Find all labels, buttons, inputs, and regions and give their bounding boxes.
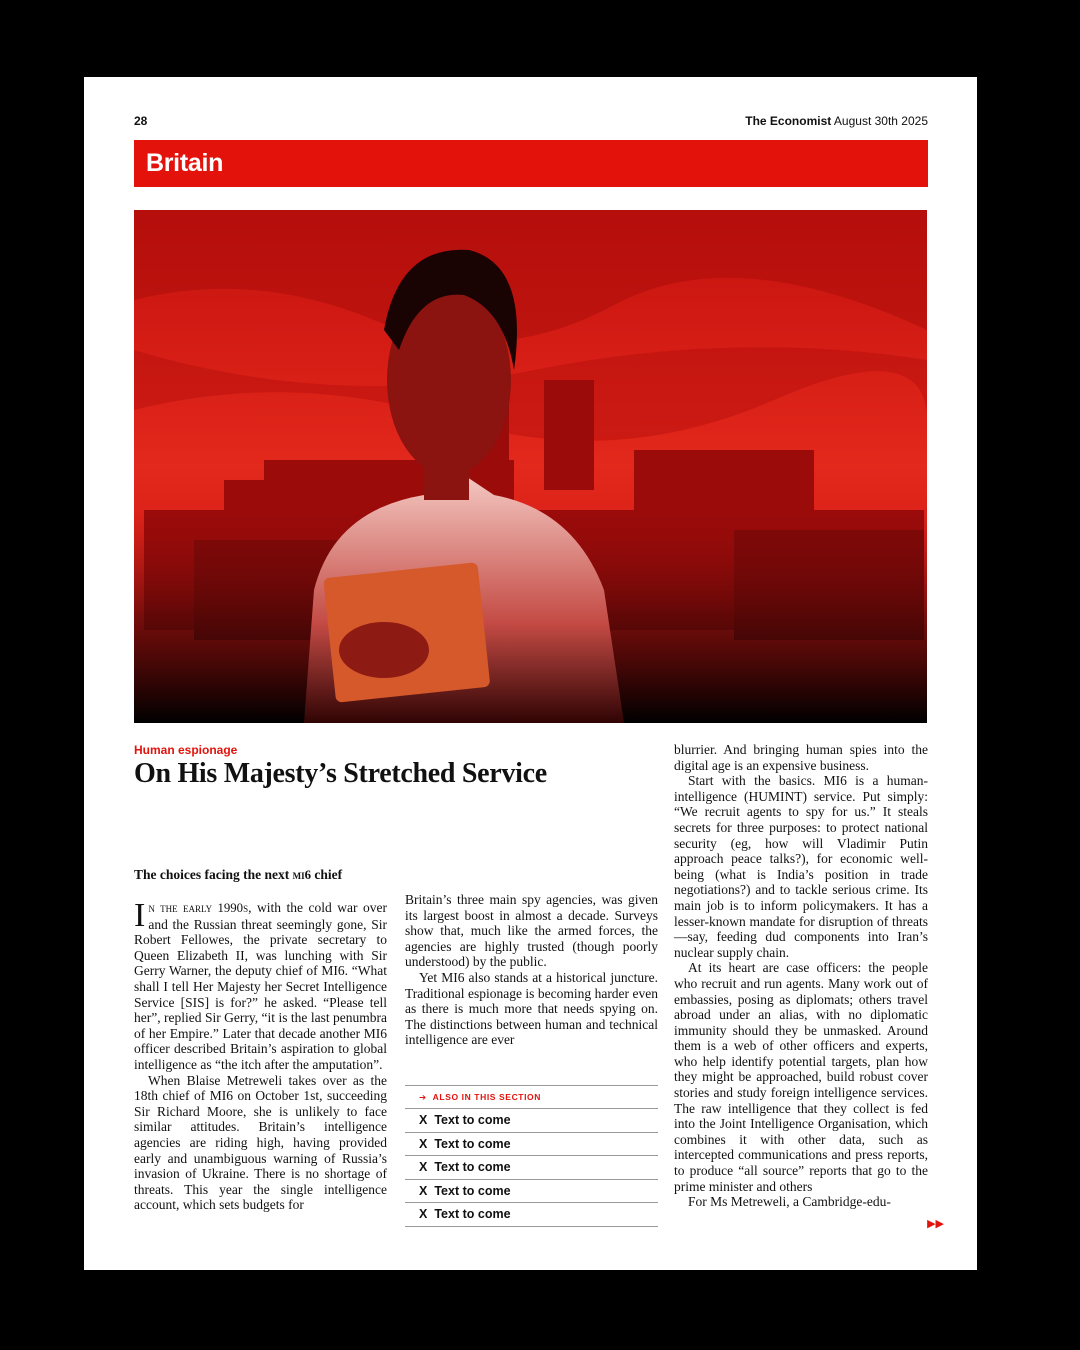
article-headline: On His Majesty’s Stretched Service <box>134 758 547 789</box>
page-number: 28 <box>134 114 148 128</box>
illustration-artwork <box>134 210 927 723</box>
standfirst-end: chief <box>311 867 343 882</box>
article-column-1 <box>134 897 387 1213</box>
article-column-2 <box>405 892 658 1048</box>
x-mark-icon: X <box>419 1160 428 1174</box>
paragraph <box>134 897 387 1073</box>
x-mark-icon: X <box>419 1207 428 1221</box>
also-in-section-item[interactable] <box>405 1156 658 1180</box>
also-in-section-item[interactable] <box>405 1109 658 1133</box>
paragraph: Yet MI6 also stands at a historical juncture. Traditional espionage is becoming harder even as there is much more that needs spying on. The distinctions between human and technical intelligence are ever <box>405 969 658 1048</box>
paragraph-text: , with the cold war over and the Russian threat seemingly gone, Sir Robert Fellowes, the private secretary to Queen Elizabeth II, was lunching with Sir Gerry Warner, the deputy chief of MI6. “What shall I tell Her Majesty her Secret Intelligence Service [SIS] is for?” he asked. “Please tell her”, replied Sir Gerry, “it is the last penumbra of her Empire.” Later that decade another MI6 officer described Britain’s aspiration to global intelligence as “the itch after the amputation”. <box>134 900 387 1072</box>
also-in-section-header <box>405 1086 658 1109</box>
standfirst-text: The choices facing the next <box>134 867 293 882</box>
publication-name: The Economist <box>745 114 832 128</box>
issue-date: August 30th 2025 <box>833 114 928 128</box>
article-illustration <box>134 210 927 723</box>
also-in-section-title: ALSO IN THIS SECTION <box>432 1092 542 1102</box>
x-mark-icon: X <box>419 1183 428 1198</box>
paragraph: Start with the basics. MI6 is a human-intelligence (HUMINT) service. Put simply: “We recruit agents to spy for us.” It steals secrets for three purposes: to protect national security (eg, how will Vladimir Putin approach peace talks?), for economic well-being (what is India’s position in trade negotiations?) and to tackle serious crime. Its main job is to inform policymakers. It has a lesser-known mandate for disruption of threats—say, feeding dud components into Iran’s nuclear supply chain. <box>674 773 928 960</box>
lead-in: n the early 1990s <box>148 901 249 915</box>
also-in-this-section-box <box>405 1085 658 1227</box>
section-title: Britain <box>146 149 224 177</box>
section-banner <box>134 140 928 187</box>
paragraph: At its heart are case officers: the people who recruit and run agents. Many work out of embassies, posing as diplomats; others travel abroad under an alias, with no diplomatic immunity should they be unmasked. Around them is a web of other officers and experts, who help identify potential targets, plan how they might be approached, build robust cover stories and study foreign intelligence services. The raw intelligence that they collect is fed into the Joint Intelligence Organisation, which combines it with other data, such as intercepted communications and press reports, to produce “all source” reports that go to the prime minister and others <box>674 960 928 1194</box>
also-in-section-item[interactable] <box>405 1180 658 1204</box>
also-in-section-item-label: Text to come <box>434 1183 511 1198</box>
continue-arrow-icon[interactable]: ▶▶ <box>927 1218 944 1230</box>
also-in-section-item[interactable] <box>405 1133 658 1157</box>
magazine-page <box>84 77 977 1270</box>
also-in-section-item[interactable] <box>405 1203 658 1227</box>
also-in-section-item-label: Text to come <box>434 1207 511 1221</box>
paragraph: For Ms Metreweli, a Cambridge-edu- <box>688 1194 891 1210</box>
also-in-section-item-label: Text to come <box>434 1160 511 1174</box>
also-in-section-item-label: Text to come <box>434 1136 511 1151</box>
arrow-right-icon: ➔ <box>419 1092 427 1102</box>
paragraph: Britain’s three main spy agencies, was given its largest boost in almost a decade. Surveys show that, much like the armed forces, the agencies are highly trusted (though poorly understood) by the public. <box>405 892 658 970</box>
paragraph: When Blaise Metreweli takes over as the 18th chief of MI6 on October 1st, succeeding Sir Richard Moore, she is unlikely to face similar attitudes. Britain’s intelligence agencies are riding high, having provided early and unambiguous warning of Russia’s invasion of Ukraine. There is no shortage of threats. This year the single intelligence account, which sets budgets for <box>134 1072 387 1213</box>
article-column-3 <box>674 742 928 1210</box>
x-mark-icon: X <box>419 1113 428 1127</box>
article-rubric: Human espionage <box>134 743 238 757</box>
drop-cap: I <box>134 897 146 934</box>
article-standfirst <box>134 867 342 883</box>
x-mark-icon: X <box>419 1136 428 1151</box>
also-in-section-item-label: Text to come <box>434 1113 511 1127</box>
standfirst-mi6: mi6 <box>292 868 312 882</box>
publication-dateline <box>745 114 928 128</box>
paragraph: blurrier. And bringing human spies into the digital age is an expensive business. <box>674 742 928 773</box>
